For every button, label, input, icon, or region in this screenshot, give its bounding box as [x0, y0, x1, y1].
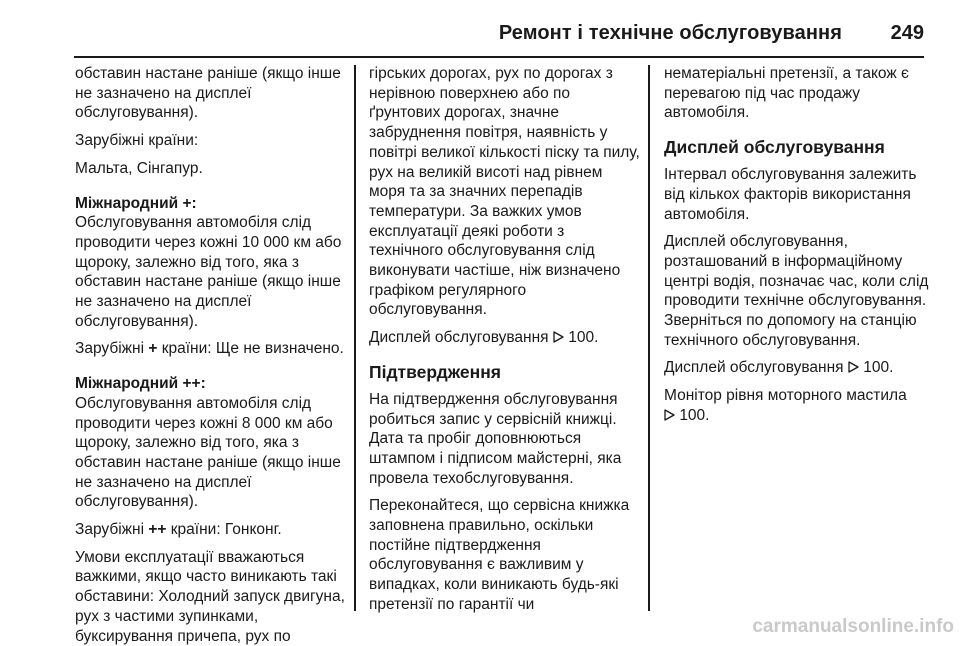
paragraph: Дисплей обслуговування, розташований в інформаційному центрі водія, позначає час, коли слід проводити технічне обслуговування. Зверніться по допомогу на станцію технічного обслуговування. — [664, 233, 929, 349]
cross-reference[interactable] — [369, 328, 641, 348]
paragraph: На підтвердження обслуговування робиться запис у сервісній книжці. Дата та пробіг доповнюються штампом і підписом майстерні, яка провела техобслуговування. — [369, 390, 622, 487]
paragraph: Мальта, Сінгапур. — [75, 159, 203, 177]
triangle-arrow-right-icon — [553, 331, 564, 343]
section-heading-confirmation: Підтвердження — [369, 361, 502, 382]
text-column-2 — [369, 64, 641, 615]
paragraph — [75, 339, 347, 359]
subheading-international-plusplus: Міжнародний ++: — [75, 375, 206, 393]
reference-page: 100. — [679, 406, 710, 424]
header-divider — [74, 56, 924, 58]
reference-text: Дисплей обслуговування — [664, 359, 844, 377]
text-span: Зарубіжні — [75, 521, 149, 539]
triangle-arrow-right-icon — [664, 409, 675, 421]
triangle-arrow-right-icon — [848, 361, 859, 373]
bold-span: + — [148, 340, 158, 358]
text-column-3 — [664, 64, 936, 426]
paragraph: Інтервал обслуговування залежить від кількох факторів використання автомобіля. — [664, 166, 917, 223]
bold-span: ++ — [148, 521, 167, 539]
text-span: Зарубіжні — [75, 340, 149, 358]
reference-text: Монітор рівня моторного мастила — [664, 387, 907, 405]
paragraph — [75, 520, 347, 540]
reference-page: 100. — [863, 359, 894, 377]
text-column-1 — [75, 64, 347, 646]
paragraph: Обслуговування автомобіля слід проводити через кожні 10 000 км або щороку, залежно від того, яка з обставин настане раніше (якщо інше не зазначено на дисплеї обслуговування). — [75, 214, 342, 330]
cross-reference[interactable] — [664, 386, 936, 425]
paragraph: обставин настане раніше (якщо інше не зазначено на дисплеї обслуговування). — [75, 65, 341, 122]
column-divider-2 — [648, 65, 650, 611]
section-heading-service-display: Дисплей обслуговування — [664, 137, 885, 158]
paragraph: гірських дорогах, рух по дорогах з нерівною поверхнею або по ґрунтових дорогах, значне забруднення повітря, наявність у повітрі великої кількості піску та пилу, рух на великій висоті над рівнем моря та за значних перепадів температури. За важких умов експлуатації деякі роботи з технічного обслуговування слід виконувати частіше, ніж визначено графіком регулярного обслуговування. — [369, 65, 640, 319]
paragraph: Переконайтеся, що сервісна книжка заповнена правильно, оскільки постійне підтвердження обслуговування є важливим у випадках, коли виникають будь-які претензії по гарантії чи — [369, 497, 630, 613]
page-number: 249 — [890, 22, 924, 44]
paragraph: Умови експлуатації вважаються важкими, якщо часто виникають такі обставини: Холодний запуск двигуна, рух з частими зупинками, буксирування причепа, рух по — [75, 548, 345, 645]
reference-page: 100. — [568, 329, 599, 347]
reference-text: Дисплей обслуговування — [369, 329, 549, 347]
subheading-international-plus: Міжнародний +: — [75, 194, 197, 212]
text-span: країни: Ще не визначено. — [157, 340, 344, 358]
paragraph: Обслуговування автомобіля слід проводити через кожні 8 000 км або щороку, залежно від того, яка з обставин настане раніше (якщо інше не зазначено на дисплеї обслуговування). — [75, 394, 341, 511]
page-title: Ремонт і технічне обслуговування — [498, 22, 842, 44]
text-span: країни: Гонконг. — [166, 521, 282, 539]
column-divider-1 — [354, 65, 356, 611]
paragraph: Зарубіжні країни: — [75, 132, 199, 150]
watermark: carmanualsonline.info — [752, 616, 954, 637]
cross-reference[interactable] — [664, 358, 936, 378]
page-header — [0, 0, 960, 58]
paragraph: нематеріальні претензії, а також є перевагою під час продажу автомобіля. — [664, 65, 909, 122]
